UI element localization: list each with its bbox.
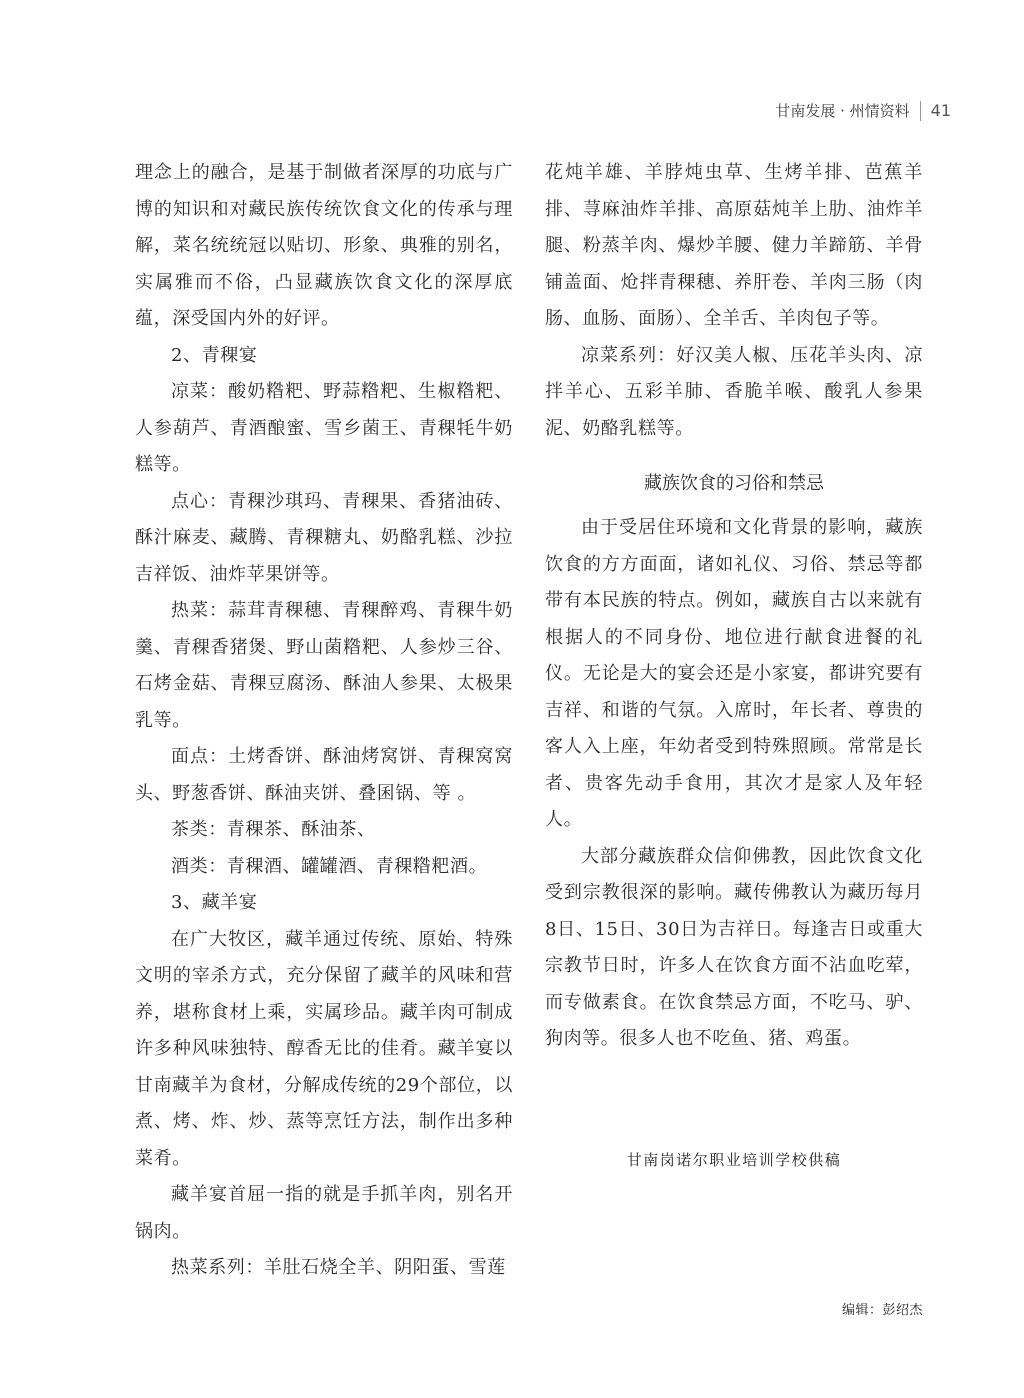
paragraph: 茶类：青稞茶、酥油茶、 [171, 819, 376, 840]
subheading-qingke-banquet: 2、青稞宴 [171, 344, 258, 366]
paragraph: 酒类：青稞酒、罐罐酒、青稞糌粑酒。 [171, 855, 488, 877]
header-title: 甘南发展 · 州情资料 [775, 102, 910, 120]
paragraph: 理念上的融合，是基于制做者深厚的功底与广博的知识和对藏民族传统饮食文化的传承与理解，菜名统统冠以贴切、形象、典雅的别名，实属雅而不俗，凸显藏族饮食文化的深厚底蕴，深受国内外的好评。 [135, 162, 513, 329]
page-number: 41 [930, 101, 951, 120]
supplier-credit: 甘南岗诺尔职业培训学校供稿 [626, 1151, 842, 1169]
right-column [545, 155, 923, 1058]
paragraph: 凉菜系列：好汉美人椒、压花羊头肉、凉拌羊心、五彩羊肺、香脆羊喉、酸乳人参果泥、奶酪乳糕等。 [545, 344, 923, 439]
paragraph: 点心：青稞沙琪玛、青稞果、香猪油砖、酥汁麻麦、藏腾、青稞糖丸、奶酪乳糕、沙拉吉祥饭、油炸苹果饼等。 [135, 490, 513, 585]
paragraph: 面点：土烤香饼、酥油烤窝饼、青稞窝窝头、野葱香饼、酥油夹饼、叠囷锅、等 。 [135, 746, 513, 804]
paragraph: 凉菜：酸奶糌粑、野蒜糌粑、生椒糌粑、人参葫芦、青酒酿蜜、雪乡菌王、青稞牦牛奶糕等。 [135, 381, 513, 475]
editor-credit: 编辑：彭绍杰 [841, 1303, 923, 1318]
left-column [135, 155, 513, 1287]
paragraph: 花炖羊雄、羊脖炖虫草、生烤羊排、芭蕉羊排、荨麻油炸羊排、高原菇炖羊上肋、油炸羊腿、粉蒸羊肉、爆炒羊腰、健力羊蹄筋、羊骨铺盖面、炝拌青稞穗、养肝卷、羊肉三肠（肉肠、血肠、面肠）、全羊舌、羊肉包子等。 [545, 162, 923, 329]
paragraph: 大部分藏族群众信仰佛教，因此饮食文化受到宗教很深的影响。藏传佛教认为藏历每月8日、15日、30日为吉祥日。每逢吉日或重大宗教节日时，许多人在饮食方面不沾血吃荤，而专做素食。在饮食禁忌方面，不吃马、驴、狗肉等。很多人也不吃鱼、猪、鸡蛋。 [545, 845, 923, 1049]
paragraph: 热菜系列：羊肚石烧全羊、阴阳蛋、雪莲 [171, 1257, 506, 1278]
page-header [775, 100, 951, 121]
section-title: 藏族饮食的习俗和禁忌 [644, 473, 824, 494]
header-divider [920, 101, 921, 121]
paragraph: 在广大牧区，藏羊通过传统、原始、特殊文明的宰杀方式，充分保留了藏羊的风味和营养，堪称食材上乘，实属珍品。藏羊肉可制成许多种风味独特、醇香无比的佳肴。藏羊宴以甘南藏羊为食材，分解成传统的29个部位，以煮、烤、炸、炒、蒸等烹饪方法，制作出多种菜肴。 [135, 928, 513, 1169]
paragraph: 藏羊宴首屈一指的就是手抓羊肉，别名开锅肉。 [135, 1184, 513, 1242]
paragraph: 由于受居住环境和文化背景的影响，藏族饮食的方方面面，诸如礼仪、习俗、禁忌等都带有本民族的特点。例如，藏族自古以来就有根据人的不同身份、地位进行献食进餐的礼仪。无论是大的宴会还是小家宴，都讲究要有吉祥、和谐的气氛。入席时，年长者、尊贵的客人入上座，年幼者受到特殊照顾。常常是长者、贵客先动手食用，其次才是家人及年轻人。 [545, 517, 923, 830]
subheading-tibetan-lamb-banquet: 3、藏羊宴 [171, 892, 258, 913]
paragraph: 热菜：蒜茸青稞穗、青稞醉鸡、青稞牛奶羹、青稞香猪煲、野山菌糌粑、人参炒三谷、石烤金菇、青稞豆腐汤、酥油人参果、太极果乳等。 [135, 600, 513, 731]
